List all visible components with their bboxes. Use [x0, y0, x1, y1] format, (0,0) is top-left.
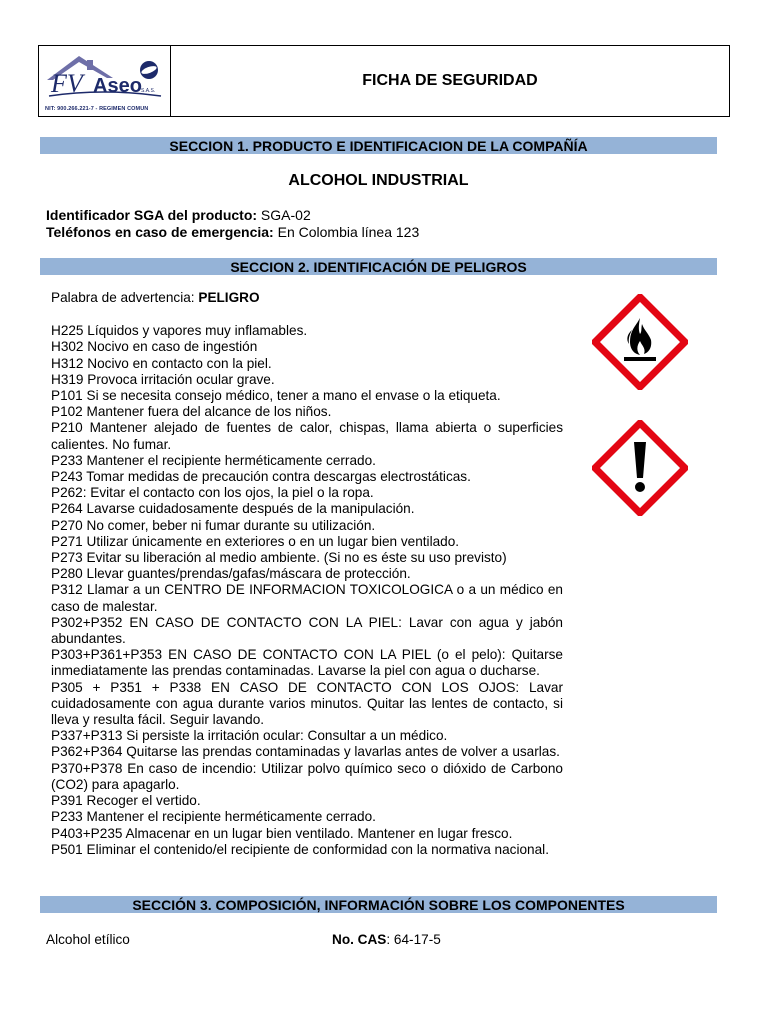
emergency-phone-line — [46, 224, 419, 241]
hazard-statement: P302+P352 EN CASO DE CONTACTO CON LA PIEL: Lavar con agua y jabón abundantes. — [51, 614, 563, 647]
component-name: Alcohol etílico — [46, 932, 130, 947]
cas-label: No. CAS — [332, 932, 387, 947]
section-3-header: SECCIÓN 3. COMPOSICIÓN, INFORMACIÓN SOBRE LOS COMPONENTES — [40, 896, 717, 913]
hazard-statement: P312 Llamar a un CENTRO DE INFORMACION TOXICOLOGICA o a un médico en caso de malestar. — [51, 582, 563, 614]
hazard-statement: P101 Si se necesita consejo médico, tener a mano el envase o la etiqueta. — [51, 388, 501, 404]
phone-value: En Colombia línea 123 — [273, 224, 420, 240]
hazard-statement: P501 Eliminar el contenido/el recipiente de conformidad con la normativa nacional. — [51, 841, 549, 857]
hazard-statement: P305 + P351 + P338 EN CASO DE CONTACTO CON LOS OJOS: Lavar cuidadosamente con agua durante varios minutos. Quitar las lentes de contacto, si lleva y resulta fácil. Seguir lavando. — [51, 679, 563, 728]
hazard-statement: P391 Recoger el vertido. — [51, 793, 201, 809]
flame-icon — [592, 294, 688, 390]
phone-label: Teléfonos en caso de emergencia: — [46, 224, 274, 240]
hazard-statement: P370+P378 En caso de incendio: Utilizar polvo químico seco o dióxido de Carbono (CO2) para apagarlo. — [51, 760, 563, 792]
section-2-header: SECCION 2. IDENTIFICACIÓN DE PELIGROS — [40, 258, 717, 275]
hazard-statement: P264 Lavarse cuidadosamente después de la manipulación. — [51, 501, 415, 517]
hazard-statement: P271 Utilizar únicamente en exteriores o en un lugar bien ventilado. — [51, 533, 460, 549]
hazard-statement: P270 No comer, beber ni fumar durante su utilización. — [51, 517, 376, 533]
svg-text:S.A.S.: S.A.S. — [141, 88, 156, 94]
product-name: ALCOHOL INDUSTRIAL — [288, 172, 469, 189]
hazard-statement: H319 Provoca irritación ocular grave. — [51, 371, 275, 387]
hazard-statement: P262: Evitar el contacto con los ojos, la piel o la ropa. — [51, 485, 374, 501]
hazard-statement: P233 Mantener el recipiente herméticamente cerrado. — [51, 452, 376, 468]
hazard-statement: H302 Nocivo en caso de ingestión — [51, 339, 258, 355]
company-logo-icon — [43, 50, 167, 102]
hazard-statement: P362+P364 Quitarse las prendas contaminadas y lavarlas antes de volver a usarlas. — [51, 744, 560, 760]
logo-cell — [39, 46, 171, 116]
hazard-statements — [51, 290, 563, 858]
hazard-statement: P403+P235 Almacenar en un lugar bien ventilado. Mantener en lugar fresco. — [51, 825, 513, 841]
svg-text:Aseo: Aseo — [93, 75, 142, 97]
hazard-statement: P233 Mantener el recipiente herméticamente cerrado. — [51, 809, 376, 825]
svg-text:FV: FV — [51, 69, 83, 98]
exclamation-icon — [592, 420, 688, 516]
statement-list — [51, 323, 563, 858]
signal-word-line — [51, 290, 563, 306]
hazard-statement: P303+P361+P353 EN CASO DE CONTACTO CON LA PIEL (o el pelo): Quitarse inmediatamente las prendas contaminadas. Lavarse la piel con agua o ducharse. — [51, 647, 563, 679]
hazard-statement: P243 Tomar medidas de precaución contra descargas electrostáticas. — [51, 469, 471, 485]
hazard-statement: P337+P313 Si persiste la irritación ocular: Consultar a un médico. — [51, 728, 448, 744]
hazard-statement: P280 Llevar guantes/prendas/gafas/máscara de protección. — [51, 566, 411, 582]
hazard-statement: H225 Líquidos y vapores muy inflamables. — [51, 323, 308, 339]
document-header — [38, 45, 730, 117]
cas-value: : 64-17-5 — [386, 932, 441, 947]
hazard-statement: P102 Mantener fuera del alcance de los niños. — [51, 404, 332, 420]
hazard-statement: H312 Nocivo en contacto con la piel. — [51, 355, 272, 371]
nit-text: NIT: 900.266.221-7 - REGIMEN COMUN — [45, 106, 149, 112]
sga-identifier-line — [46, 207, 311, 224]
hazard-statement: P210 Mantener alejado de fuentes de calor, chispas, llama abierta o superficies calientes. No fumar. — [51, 420, 563, 452]
signal-label: Palabra de advertencia: — [51, 290, 199, 305]
sga-value: SGA-02 — [257, 207, 311, 223]
document-title: FICHA DE SEGURIDAD — [362, 72, 538, 89]
sga-label: Identificador SGA del producto: — [46, 207, 258, 223]
signal-word: PELIGRO — [198, 290, 260, 305]
cas-number-line — [332, 932, 441, 947]
hazard-statement: P273 Evitar su liberación al medio ambiente. (Si no es éste su uso previsto) — [51, 550, 507, 566]
section-1-header: SECCION 1. PRODUCTO E IDENTIFICACION DE LA COMPAÑÍA — [40, 137, 717, 154]
